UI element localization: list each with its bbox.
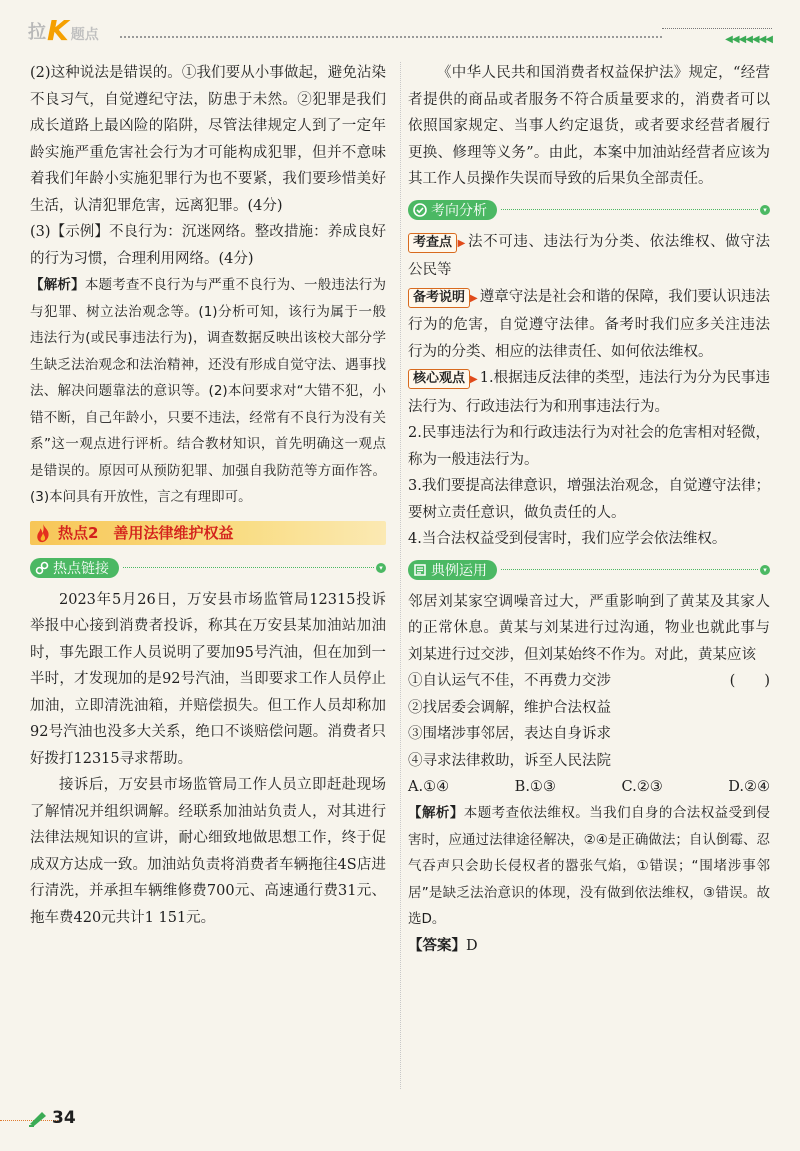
analysis-pill: [408, 200, 497, 220]
page-header: [28, 14, 772, 52]
choice-d: D.②④: [728, 779, 770, 795]
right-column: [408, 60, 770, 959]
chevron-down-icon: ▾: [376, 563, 386, 573]
law-paragraph: 《中华人民共和国消费者权益保护法》规定，“经营者提供的商品或者服务不符合质量要求的，消费者可以依照国家规定、当事人约定退货，或者要求经营者履行更换、修理等义务”。由此，本案中加油站经营者应该为其工作人员操作失误而导致的后果负全部责任。: [408, 65, 770, 187]
flame-icon: [32, 522, 54, 544]
option-2: ②找居委会调解，维护合法权益: [408, 699, 611, 716]
column-divider: [400, 62, 401, 1089]
exam-point-label: 考查点: [408, 233, 457, 253]
triangle-right-icon: ▶: [470, 374, 478, 385]
core-view-text-1: 1.根据违反法律的类型，违法行为分为民事违法行为、行政违法行为和刑事违法行为。: [408, 370, 770, 415]
choice-c: C.②③: [621, 779, 663, 795]
core-view-label: 核心观点: [408, 369, 470, 389]
chevron-down-icon: ▾: [760, 205, 770, 215]
core-view-3: 3.我们要提高法律意识，增强法治观念，自觉遵守法律；要树立责任意识，做负责任的人。: [408, 478, 770, 521]
core-view-2: 2.民事违法行为和行政违法行为对社会的危害相对轻微，称为一般违法行为。: [408, 425, 770, 468]
analysis-text: 本题考查不良行为与严重不良行为、一般违法行为与犯罪、树立法治观念等。(1)分析可知，该行为属于一般违法行为(或民事违法行为)，调查数据反映出该校大部分学生缺乏法治观念和法治精神，还没有形成自觉守法、遇事找法、解决问题靠法的意识等。(2)本问要求对“大错不犯，小错不断，自己年龄小，只要不违法，经常有不良行为没有关系”这一观点进行评析。结合教材知识，首先明确这一观点是错误的。原因可从预防犯罪、加强自我防范等方面作答。(3)本问具有开放性，言之有理即可。: [30, 277, 387, 505]
answer-tag: 【答案】: [408, 937, 466, 954]
brand-logo: [28, 14, 99, 47]
page-footer: [28, 1105, 76, 1131]
case-paragraph-1: 2023年5月26日，万安县市场监管局12315投诉举报中心接到消费者投诉，称其在万安县某加油站加油时，事先跟工作人员说明了要加95号汽油，但在加到一半时，才发现加的是92号汽油，当即要求工作人员停止加油，立即清洗油箱，并赔偿损失。但工作人员却称加92号汽油也没多大关系，绝口不谈赔偿问题。消费者只好拨打12315寻求帮助。: [30, 591, 386, 767]
chevron-down-icon: ▾: [760, 565, 770, 575]
answer-part-3: (3)【示例】不良行为：沉迷网络。整改措施：养成良好的行为习惯，合理利用网络。(4分): [30, 224, 386, 267]
choices-row: [408, 774, 770, 800]
prep-note-label: 备考说明: [408, 288, 470, 308]
triangle-right-icon: ▶: [470, 292, 478, 304]
choice-a: A.①④: [408, 779, 450, 795]
hotspot-title: 热点2 善用法律维护权益: [58, 524, 234, 542]
left-column: [30, 60, 386, 931]
question-text: 邻居刘某家空调噪音过大，严重影响到了黄某及其家人的正常休息。黄某与刘某进行过沟通，物业也就此事与刘某进行过交涉，但刘某始终不作为。对此，黄某应该: [408, 593, 770, 663]
brand-suffix: 题点: [70, 27, 99, 43]
example-title: 典例运用: [431, 562, 487, 579]
brand-k: K: [47, 14, 69, 47]
example-answer: [408, 933, 770, 960]
section-rule: [501, 569, 758, 570]
case-paragraph-2: 接诉后，万安县市场监管局工作人员立即赶赴现场了解情况并组织调解。经联系加油站负责人，对其进行法律法规知识的宣讲，耐心细致地做思想工作，终于促成双方达成一致。加油站负责将消费者车辆拖往4S店进行清洗，并承担车辆维修费700元、高速通行费31元、拖车费420元共计1 151元。: [30, 777, 386, 926]
core-view-4: 4.当合法权益受到侵害时，我们应学会依法维权。: [408, 531, 727, 547]
option-3: ③围堵涉事邻居，表达自身诉求: [408, 726, 611, 742]
prep-note: [408, 284, 770, 366]
section-rule: [123, 567, 374, 568]
answer-blank: ( ): [729, 673, 770, 689]
header-decoration: [662, 28, 772, 48]
hotspot-link-pill: [30, 558, 119, 578]
header-dotted-rule: [120, 36, 662, 38]
example-pill: [408, 560, 497, 580]
hotspot-banner: [30, 521, 386, 545]
exam-point-text: 法不可违、违法行为分类、依法维权、做守法公民等: [408, 233, 770, 278]
list-icon: [412, 562, 428, 578]
analysis-paragraph: [30, 272, 386, 511]
section-analysis: [408, 199, 770, 221]
section-hotspot-link: [30, 557, 386, 579]
analysis-title: 考向分析: [431, 202, 487, 219]
header-right-rule: [662, 28, 772, 29]
answer-value: D: [466, 937, 478, 954]
brand-prefix: 拉: [28, 22, 45, 43]
answer-part-2: (2)这种说法是错误的。①我们要从小事做起，避免沾染不良习气，自觉遵纪守法，防患于未然。②犯罪是我们成长道路上最凶险的陷阱，尽管法律规定人到了一定年龄实施严重危害社会行为才可能构成犯罪，但并不意味着我们年龄小实施犯罪行为也不要紧，我们要珍惜美好生活，认清犯罪危害，远离犯罪。(4分): [30, 65, 386, 214]
arrow-icons: ◀◀◀◀◀◀◀: [725, 34, 772, 45]
analysis-tag: 【解析】: [30, 277, 85, 293]
exam-point: [408, 229, 770, 284]
core-view-1: [408, 365, 770, 420]
hotspot-link-title: 热点链接: [53, 560, 109, 577]
example-analysis-text: 本题考查依法维权。当我们自身的合法权益受到侵害时，应通过法律途径解决，②④是正确做法；自认倒霉、忍气吞声只会助长侵权者的嚣张气焰，①错误；“围堵涉事邻居”是缺乏法治意识的体现，没有做到依法维权，③错误。故选D。: [408, 805, 771, 927]
option-1: ①自认运气不佳，不再费力交涉: [408, 673, 611, 689]
option-4: ④寻求法律救助，诉至人民法院: [408, 752, 611, 769]
triangle-right-icon: ▶: [457, 237, 466, 249]
prep-note-text: 遵章守法是社会和谐的保障，我们要认识违法行为的危害，自觉遵守法律。备考时我们应多关注违法行为的分类、相应的法律责任、如何依法维权。: [408, 288, 770, 360]
link-icon: [34, 560, 50, 576]
target-check-icon: [412, 202, 428, 218]
choice-b: B.①③: [514, 779, 556, 795]
section-example: [408, 559, 770, 581]
pen-icon: [28, 1109, 50, 1127]
example-analysis: [408, 800, 770, 933]
section-rule: [501, 209, 758, 210]
page-number: 34: [52, 1108, 76, 1128]
example-analysis-tag: 【解析】: [408, 805, 464, 821]
